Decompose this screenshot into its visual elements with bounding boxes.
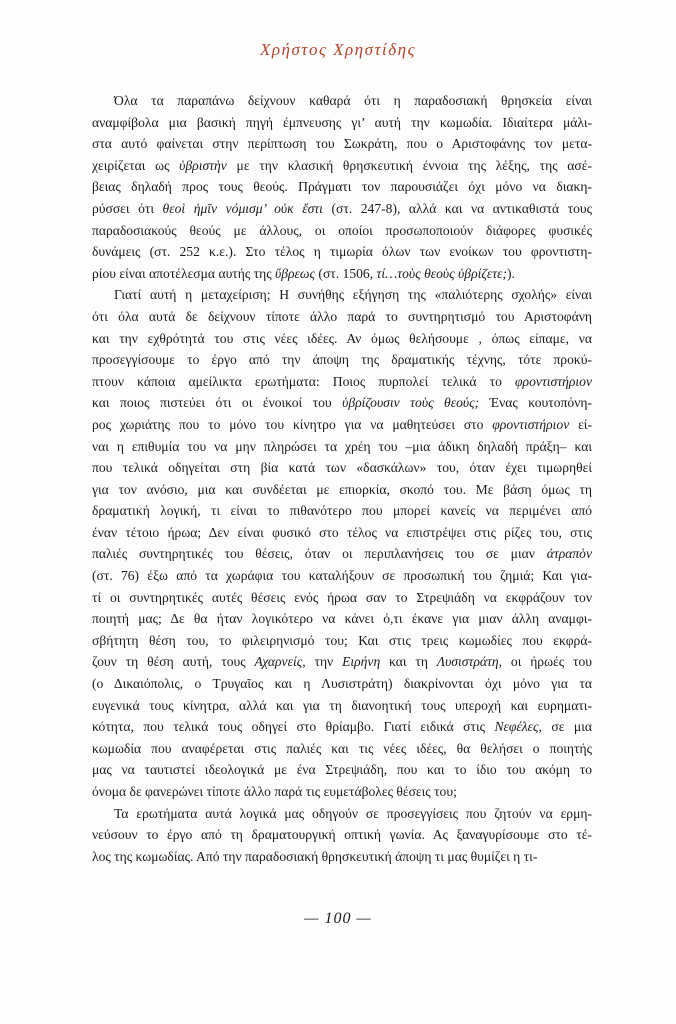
- text-line: [92, 436, 592, 458]
- italic-text: ὕβρεως: [275, 265, 316, 281]
- italic-text: Νεφέλες: [494, 719, 539, 735]
- text-run: και ποιος πιστεύει ότι οι ένοικοί του: [92, 395, 343, 411]
- italic-text: ὑβριστὴν: [179, 157, 227, 173]
- text-line: [92, 587, 592, 609]
- text-line: [92, 371, 592, 393]
- italic-text: ὑβρίζουσιν τοὺς θεούς;: [342, 395, 480, 411]
- text-run: ρίου είναι αποτέλεσμα αυτής της: [92, 265, 276, 281]
- text-run: και την εχθρότητά του στις νέες ιδέες. Αν όμως θελήσουμε , όπως είπαμε, να: [92, 330, 592, 346]
- text-run: πτουν κάποια αμείλικτα ερωτήματα: Ποιος πυρπολεί τελικά το: [92, 373, 516, 389]
- text-run: αναμφίβολα μια βασική πηγή έμπνευσης γι’ αυτή την κωμωδία. Ιδιαίτερα μάλι-: [92, 114, 592, 130]
- text-run: στα αυτό φαίνεται στην περίπτωση του Σωκράτη, που ο Αριστοφάνης τον μετα-: [92, 136, 592, 152]
- text-run: όνομα δε φανερώνει τίποτε άλλο παρά τις ευμετάβολες θέσεις του;: [92, 784, 457, 799]
- text-line: [92, 803, 592, 825]
- text-line: [92, 522, 592, 544]
- text-run: ρος χωριάτης που το μόνο του κίνητρο για να μαθητεύσει στο: [92, 416, 493, 432]
- text-line: [92, 565, 592, 587]
- text-line: [92, 306, 592, 328]
- text-run: βειας δηλαδή προς τους θεούς. Πράγματι τον παρουσιάζει όχι μόνο να διακη-: [92, 179, 592, 195]
- text-line: [92, 543, 592, 565]
- text-run: δυνάμεις (στ. 252 κ.ε.). Στο τέλος η τιμωρία όλων των ενοίκων του φροντιστη-: [92, 244, 592, 260]
- text-line: [92, 695, 592, 717]
- text-run: σβήτητη θέση του, το φιλειρηνισμό του; Και στις τρεις κωμωδίες που εκφρά-: [92, 632, 592, 648]
- text-run: ρύσσει ότι: [92, 200, 163, 216]
- italic-text: Λυσιστράτη: [436, 654, 499, 670]
- text-line: [92, 457, 592, 479]
- text-run: ποιητή μας; Δε θα ήταν λογικότερο να κάνει ό,τι έκανε για μιαν άλλη αναμφι-: [92, 611, 592, 627]
- text-run: με την κλασική θρησκευτική έννοια της λέξης, της ασέ-: [226, 157, 592, 173]
- text-run: , την: [302, 654, 343, 670]
- text-line: [92, 220, 592, 242]
- text-line: [92, 738, 592, 760]
- text-run: παλιές συντηρητικές του θέσεις, όταν οι περιπλανήσεις του σε μιαν: [92, 546, 547, 562]
- text-run: προσεγγίσουμε το έργο από την άποψη της δραματικής τέχνης, τότε προκύ-: [92, 352, 592, 368]
- text-run: τί οι συντηρητικές αυτές θέσεις ενός ήρωα σαν το Στρεψιάδη να εκφράζουν τον: [92, 589, 592, 605]
- text-line: [92, 328, 592, 350]
- text-line: [92, 479, 592, 501]
- text-line: [92, 176, 592, 198]
- text-run: , σε μια: [538, 719, 592, 735]
- text-run: χειρίζεται ως: [92, 157, 180, 173]
- text-run: ).: [506, 265, 515, 281]
- italic-text: θεοὶ ἡμῖν νόμισμ’ οὐκ ἔστι: [162, 200, 323, 216]
- text-run: (στ. 1506,: [315, 265, 377, 281]
- paragraph: [92, 90, 592, 284]
- text-run: που τελικά οδηγείται στη βία κατά των «δασκάλων» του, όταν έχει τιμωρηθεί: [92, 460, 592, 476]
- text-line: [92, 781, 592, 803]
- text-line: [92, 500, 592, 522]
- paragraph: [92, 284, 592, 802]
- text-run: λος της κωμωδίας. Από την παραδοσιακή θρησκευτική άποψη τι μας θυμίζει η τι-: [92, 848, 538, 864]
- text-run: ευγενικά τους κίνητρα, αλλά και για τη διανοητική τους υπεροχή και ευρηματι-: [92, 697, 592, 713]
- text-line: [92, 759, 592, 781]
- text-line: [92, 284, 592, 306]
- italic-text: φροντιστήριον: [515, 373, 592, 389]
- text-line: [92, 392, 592, 414]
- text-line: [92, 133, 592, 155]
- text-run: Ένας κουτοπόνη-: [479, 395, 592, 411]
- text-line: [92, 846, 592, 868]
- text-run: έναν τέτοιο ήρωα; Δεν είναι φυσικό στο τέλος να επιστρέψει στις ρίζες του, στις: [92, 524, 592, 540]
- text-run: , οι ήρωές του: [498, 654, 592, 670]
- text-line: [92, 241, 592, 263]
- italic-text: φροντιστήριον: [492, 416, 570, 432]
- text-run: ότι όλα αυτά δε δείχνουν τίποτε άλλο παρά το συντηρητισμό του Αριστοφάνη: [92, 308, 592, 324]
- italic-text: Ειρήνη: [342, 654, 381, 670]
- text-run: (ο Δικαιόπολις, ο Τρυγαῖος και η Λυσιστράτη) διακρίνονται όχι μόνο για τα: [92, 676, 592, 692]
- text-run: ζουν τη θέση αυτή, τους: [92, 654, 255, 670]
- text-line: [92, 263, 592, 285]
- text-run: μας να ταυτιστεί ιδεολογικά με ένα Στρεψιάδη, που και το ίδιο του ακόμη το: [92, 762, 592, 778]
- text-run: παραδοσιακούς θεούς με άλλους, οι οποίοι προσωποποιούν διάφορες φυσικές: [92, 222, 592, 238]
- text-run: για τον ανόσιο, μια και συνδέεται με επιορκία, σκοπό του. Με βάση όμως τη: [92, 481, 592, 497]
- text-line: [92, 651, 592, 673]
- text-run: και τη: [380, 654, 437, 670]
- paragraph: [92, 803, 592, 868]
- text-run: Γιατί αυτή η μεταχείριση; Η συνήθης εξήγηση της «παλιότερης σχολής» είναι: [114, 287, 592, 303]
- text-line: [92, 824, 592, 846]
- text-line: [92, 90, 592, 112]
- text-run: ναι η επιθυμία του να μην πληρώσει τα χρέη του –μια άδικη δηλαδή πράξη– και: [92, 438, 592, 454]
- text-line: [92, 414, 592, 436]
- text-run: (στ. 247-8), αλλά και να αντικαθιστά τους: [322, 200, 593, 216]
- text-line: [92, 608, 592, 630]
- text-run: κότητα, που τελικά τους οδηγεί στο θρίαμβο. Γιατί ειδικά στις: [92, 719, 495, 735]
- body-text: [92, 90, 592, 867]
- text-run: (στ. 76) έξω από τα χωράφια του καταλήξουν σε προσωπική του ζημιά; Και για-: [92, 568, 592, 584]
- text-line: [92, 198, 592, 220]
- text-line: [92, 630, 592, 652]
- text-line: [92, 349, 592, 371]
- text-line: [92, 155, 592, 177]
- text-line: [92, 673, 592, 695]
- text-run: Όλα τα παραπάνω δείχνουν καθαρά ότι η παραδοσιακή θρησκεία είναι: [114, 93, 592, 108]
- page-number: — 100 —: [304, 910, 372, 927]
- running-head: Χρήστος Χρηστίδης: [260, 40, 416, 59]
- text-run: δραματική λογική, τι είναι το πιθανότερο που μπορεί κανείς να περιμένει από: [92, 503, 592, 519]
- text-line: [92, 716, 592, 738]
- text-run: κωμωδία που αναφέρεται στις παλιές και τις νέες ιδέες, θα θελήσει ο ποιητής: [92, 740, 592, 756]
- italic-text: τί…τοὺς θεοὺς ὑβρίζετε;: [376, 265, 507, 281]
- italic-text: Αχαρνείς: [254, 654, 303, 670]
- italic-text: ἀτραπὸν: [546, 546, 592, 562]
- text-run: Τα ερωτήματα αυτά λογικά μας οδηγούν σε προσεγγίσεις που ζητούν να ερμη-: [114, 805, 592, 821]
- text-run: νεύσουν το έργο από τη δραματουργική οπτική γωνία. Ας ξαναγυρίσουμε στο τέ-: [92, 827, 592, 843]
- text-run: εί-: [569, 416, 592, 432]
- text-line: [92, 112, 592, 134]
